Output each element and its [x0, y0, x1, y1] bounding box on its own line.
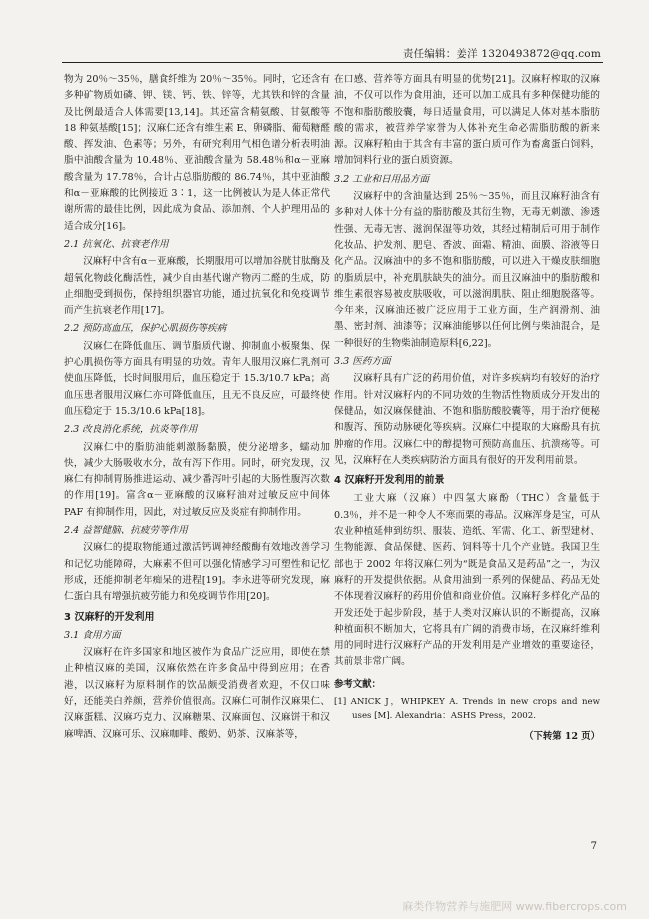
paragraph: 工业大麻（汉麻）中四氢大麻酚（THC）含量低于 0.3％，并不是一种令人不寒而栗的毒品。汉麻浑身是宝，可从农业种植延伸到纺织、服装、造纸、军需、化工、新型建材、生物能源、食品保健、医药、饲料等十几个产业链。我国卫生部也于 2002 年将汉麻仁列为“既是食品又是药品”之一，为汉麻籽的开发提供依据。从食用油到一系列的保健品、药品无处不体现着汉麻籽的药用价值和商业价值。汉麻籽多样化产品的开发还处于起步阶段，基于人类对汉麻认识的不断提高，汉麻种植面积不断加大，它将具有广阔的消费市场，在汉麻纤维利用的同时进行汉麻籽产品的开发利用是产业增效的重要途径，其前景非常广阔。: [334, 493, 600, 668]
references-title: 参考文献：: [334, 678, 381, 690]
paragraph: 汉麻籽中含有α－亚麻酸，长期服用可以增加谷胱甘肽酶及超氧化物歧化酶活性，减少自由基代谢产物丙二醛的生成，防止细胞受到损伤，保持组织器官功能，通过抗氧化和免疫调节而产生抗衰老作用[17]。: [64, 256, 330, 317]
right-column: [334, 72, 600, 745]
section-heading-4: 4 汉麻籽开发利用的前景: [334, 475, 445, 487]
page-number: 7: [590, 841, 597, 852]
paragraph: 在口感、营养等方面具有明显的优势[21]。汉麻籽榨取的汉麻油，不仅可以作为食用油，还可以加工成具有多种保健功能的不饱和脂肪酸胶囊，每日适量食用，可以满足人体对基本脂肪酸的需求，被营养学家誉为人体补充生命必需脂肪酸的新来源。汉麻籽粕由于其含有丰富的蛋白质可作为畜禽蛋白饲料，增加饲料行业的蛋白质资源。: [334, 74, 600, 167]
editor-header: 责任编辑：姜洋 1320493872@qq.com: [402, 48, 601, 60]
paragraph: 汉麻仁的提取物能通过激活钙调神经酸酶有效地改善学习和记忆功能障碍，大麻素不但可以强化情感学习可塑性和记忆形成，还能抑制老年痴呆的进程[19]。李永进等研究发现，麻仁蛋白具有增强抗疲劳能力和免疫调节作用[20]。: [64, 542, 330, 603]
section-heading-2-1: 2.1 抗氧化、抗衰老作用: [64, 238, 169, 250]
section-heading-3-2: 3.2 工业和日用品方面: [334, 173, 430, 185]
paragraph: 汉麻仁中的脂肪油能刺激肠黏膜，使分泌增多，蠕动加快，减少大肠吸收水分，故有泻下作用。同时，研究发现，汉麻仁有抑制胃肠推进运动、减少番泻叶引起的大肠性腹泻次数的作用[19]。富含α－亚麻酸的汉麻籽油对过敏反应中间体 PAF 有抑制作用，因此，对过敏反应及炎症有抑制作用。: [64, 441, 330, 518]
left-column: [64, 72, 330, 743]
paragraph: 物为 20％～35％，膳食纤维为 20％～35％。同时，它还含有多种矿物质如磷、钾、镁、钙、铁、锌等，尤其铁和锌的含量及比例最适合人体需要[13,14]。其还富含精氨酸、甘氨酸等 18 种氨基酸[15]；汉麻仁还含有维生素 E、卵磷脂、葡萄糖醛酸、挥发油、色素等；另外，有研究利用气相色谱分析表明油脂中油酸含量为 10.48％、亚油酸含量为 58.48％和α－亚麻酸含量为 17.78％，合计占总脂肪酸的 86.74％，其中亚油酸和α－亚麻酸的比例接近 3∶1，这一比例被认为是人体正常代谢所需的最佳比例，因此成为食品、添加剂、个人护理用品的适合成分[16]。: [64, 74, 330, 232]
section-heading-3-1: 3.1 食用方面: [64, 629, 121, 641]
reference-item: [1] ANICK J，WHIPKEY A. Trends in new crops and new uses [M]. Alexandria：ASHS Press，2002.: [334, 696, 600, 721]
paragraph: 汉麻籽在许多国家和地区被作为食品广泛应用，即使在禁止种植汉麻的美国，汉麻依然在许多食品中得到应用；在香港，以汉麻籽为原料制作的饮品颇受消费者欢迎，不仅口味好，还能美白养颜，营养价值很高。汉麻仁可制作汉麻果仁、汉麻蛋糕、汉麻巧克力、汉麻糖果、汉麻面包、汉麻饼干和汉麻啤酒、汉麻可乐、汉麻咖啡、酸奶、奶茶、汉麻茶等，: [64, 647, 330, 740]
section-heading-2-3: 2.3 改良消化系统，抗炎等作用: [64, 424, 198, 436]
site-watermark: 麻类作物营养与施肥网 www.fibercrops.com: [402, 900, 627, 913]
header-rule: [62, 62, 603, 63]
section-heading-3: 3 汉麻籽的开发利用: [64, 611, 155, 623]
section-heading-3-3: 3.3 医药方面: [334, 356, 391, 368]
section-heading-2-2: 2.2 预防高血压，保护心肌损伤等疾病: [64, 323, 227, 335]
section-heading-2-4: 2.4 益智健脑、抗疲劳等作用: [64, 525, 188, 537]
continued-note: （下转第 12 页）: [524, 730, 600, 742]
paragraph: 汉麻仁在降低血压、调节脂质代谢、抑制血小板聚集、保护心肌损伤等方面具有明显的功效。青年人服用汉麻仁乳剂可使血压降低，长时间服用后，血压稳定于 15.3/10.7 kPa；高血压患者服用汉麻仁亦可降低血压，且无不良反应，可最终使血压稳定于 15.3/10.6 kPa[18]。: [64, 340, 330, 417]
paragraph: 汉麻籽中的含油量达到 25％～35％，而且汉麻籽油含有多种对人体十分有益的脂肪酸及其衍生物，无毒无刺激、渗透性强、无毒无害、滋润保湿等功效，其经过精制后可用于制作化妆品、护发剂、肥皂、香波、面霜、精油、面膜、浴液等日化产品。汉麻油中的多不饱和脂肪酸，可以进入干燥皮肤细胞的脂质层中，补充肌肤缺失的油分。而且汉麻油中的脂肪酸和维生素很容易被皮肤吸收，可以滋润肌肤、阻止细胞脱落等。今年来，汉麻油还被广泛应用于工业方面，生产润滑剂、油墨、密封剂、油漆等；汉麻油能够以任何比例与柴油混合，是一种很好的生物柴油制造原料[6,22]。: [334, 191, 600, 349]
paragraph: 汉麻籽具有广泛的药用价值，对许多疾病均有较好的治疗作用。针对汉麻籽内的不同功效的生物活性物质成分开发出的保健品，如汉麻保健油、不饱和脂肪酸胶囊等，用于治疗便秘和腹泻、预防动脉硬化等疾病。汉麻仁中提取的大麻酚具有抗肿瘤的作用。汉麻仁中的醇提物可预防高血压、抗溃疡等。可见，汉麻籽在人类疾病防治方面具有很好的开发利用前景。: [334, 373, 600, 466]
